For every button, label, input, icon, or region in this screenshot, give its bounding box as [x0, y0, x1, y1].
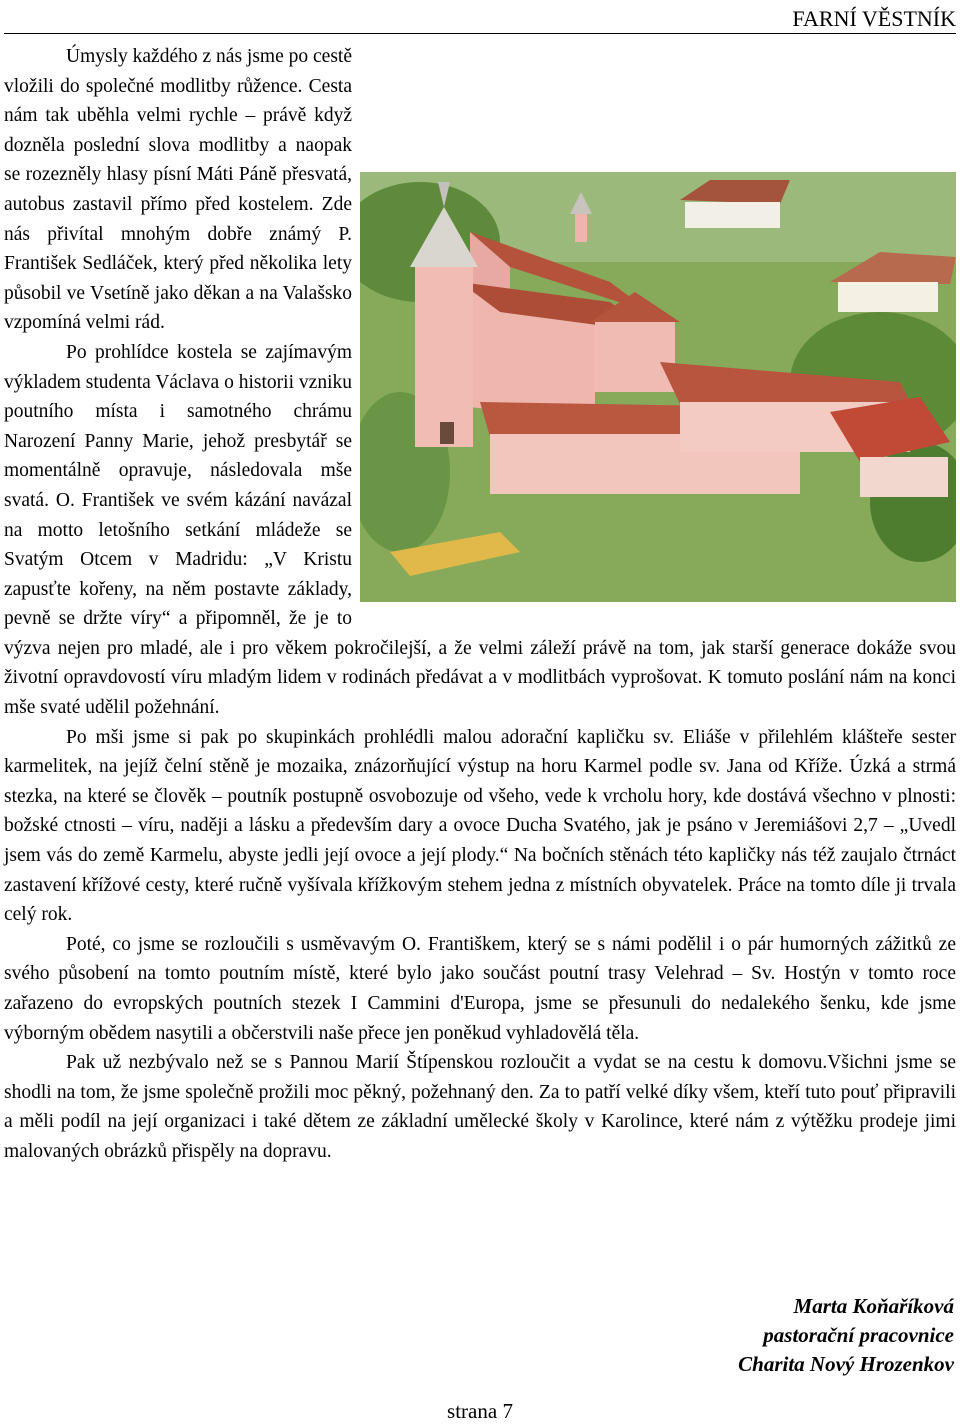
paragraph-3: Po mši jsme si pak po skupinkách prohlédli malou adorační kapličku sv. Eliáše v přilehlém klášteře sester karmelitek, na jejíž čelní stěně je mozaika, znázorňující výstup na horu Karmel podle sv. Jana od Kříže. Úzká a strmá stezka, na které se člověk – poutník postupně osvobozuje od všeho, vede k vrcholu hory, kde dostává všechno v plnosti: božské ctnosti – víru, naději a lásku a především dary a ovoce Ducha Svatého, jak je psáno v Jeremiášovi 2,7 – „Uvedl jsem vás do země Karmelu, abyste jedli její ovoce a její plody.“ Na bočních stěnách této kapličky nás též zaujalo čtrnáct zastavení křížové cesty, které ručně vyšívala křížkovým stehem jedna z místních obyvatelek. Práce na tomto díle ji trvala celý rok. [4, 726, 956, 926]
paragraph-1: Úmysly každého z nás jsme po cestě vložili do společné modlitby růžence. Cesta nám tak uběhla velmi rychle – právě když dozněla poslední slova modlitby a naopak se rozezněly hlasy písní Máti Páně přesvatá, autobus zastavil přímo před kostelem. Zde nás přivítal mnohým dobře známý P. František Sedláček, který před několika lety působil ve Vsetíně jako děkan a na Valašsko vzpomíná velmi rád. [4, 46, 352, 334]
page-header: FARNÍ VĚSTNÍK [4, 5, 956, 34]
signature-block [738, 1292, 954, 1379]
paragraph-4: Poté, co jsme se rozloučili s usměvavým O. Františkem, který se s námi podělil i o pár humorných zážitků ze svého působení na tomto poutním místě, které bylo jako součást poutní trasy Velehrad – Sv. Hostýn v tomto roce zařazeno do evropských poutních stezek I Cammini d'Europa, jsme se přesunuli do nedalekého šenku, kde jsme výborným obědem nasytili a občerstvili naše přece jen poněkud vyhladovělá těla. [4, 933, 956, 1044]
article-body [4, 42, 956, 1167]
author-role: pastorační pracovnice [763, 1323, 954, 1347]
paragraph-2: Po prohlídce kostela se zajímavým výkladem studenta Václava o historii vzniku poutního místa i samotného chrámu Narození Panny Marie, jehož presbytář se momentálně opravuje, následovala mše svatá. O. František ve svém kázání navázal na motto letošního setkání mládeže se Svatým Otcem v Madridu: „V Kristu zapusťte kořeny, na něm postavte základy, pevně se držte víry“ a připomněl, že je to výzva nejen pro mladé, ale i pro věkem pokročilejší, a že velmi záleží právě na tom, jak starší generace dokáže svou životní opravdovostí víru mladým lidem v rodinách předávat a v modlitbách vyprošovat. K tomuto poslání nám na konci mše svaté udělil požehnání. [4, 341, 956, 719]
newsletter-page [4, 0, 956, 1425]
page-number: strana 7 [447, 1399, 513, 1423]
church-aerial-photo [360, 172, 956, 602]
author-organization: Charita Nový Hrozenkov [738, 1352, 954, 1376]
author-name: Marta Koňaříková [793, 1294, 954, 1318]
paragraph-5: Pak už nezbývalo než se s Pannou Marií Štípenskou rozloučit a vydat se na cestu k domovu.Všichni jsme se shodli na tom, že jsme společně prožili moc pěkný, požehnaný den. Za to patří velké díky všem, kteří tuto pouť připravili a měli podíl na její organizaci i také dětem ze základní umělecké školy v Karolince, které nám z výtěžku prodeje jimi malovaných obrázků přispěly na dopravu. [4, 1052, 956, 1162]
